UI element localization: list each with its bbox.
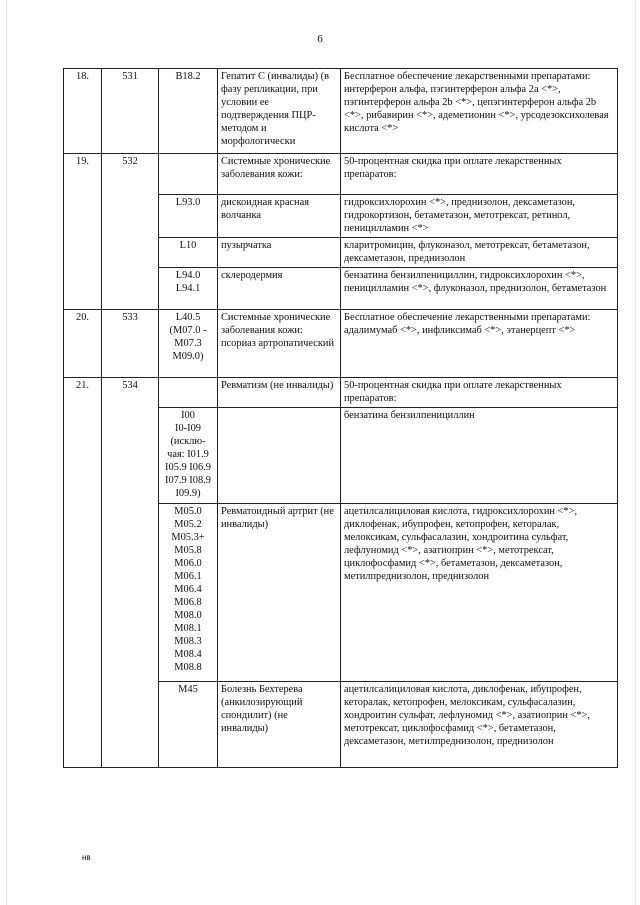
icd-code: M06.4 bbox=[174, 584, 202, 595]
benefit-cell: ацетилсалициловая кислота, гидроксихлорохин <*>, диклофенак, ибупрофен, кетопрофен, кеторалак, мелоксикам, сульфасалазин, хондроитина сульфат, лефлуномид <*>, азатиоприн <*>, метотрексат, циклофосфамид <*>, бетаметазон, дексаметазон, метилпреднизолон, преднизолон bbox=[341, 504, 618, 682]
page-number: 6 bbox=[317, 33, 323, 45]
scan-edge-left bbox=[6, 0, 7, 905]
scan-edge-right bbox=[635, 0, 636, 905]
icd-cell bbox=[159, 310, 218, 378]
icd-cell bbox=[159, 378, 218, 408]
disease-cell: Ревматизм (не инвалиды) bbox=[218, 378, 341, 408]
icd-code: M07.3 bbox=[174, 338, 202, 349]
benefits-table bbox=[63, 68, 618, 768]
icd-code: I0-I09 bbox=[175, 423, 201, 434]
icd-code: M45 bbox=[178, 684, 198, 695]
icd-code: чая: I01.9 bbox=[167, 449, 209, 460]
icd-cell bbox=[159, 504, 218, 682]
benefit-cell: ацетилсалициловая кислота, диклофенак, ибупрофен, кеторалак, кетопрофен, мелоксикам, сульфасалазин, хондроитин сульфат, лефлуномид <*>, азатиоприн <*>, метотрексат, циклофосфамид <*>, бетаметазон, дексаметазон, метилпреднизолон, преднизолон bbox=[341, 682, 618, 768]
row-code: 531 bbox=[102, 69, 159, 154]
benefit-cell: 50-процентная скидка при оплате лекарственных препаратов: bbox=[341, 378, 618, 408]
icd-code: M05.8 bbox=[174, 545, 202, 556]
row-number: 21. bbox=[64, 378, 102, 768]
row-code: 534 bbox=[102, 378, 159, 768]
table-row-20 bbox=[64, 310, 618, 378]
benefit-cell: Бесплатное обеспечение лекарственными препаратами: адалимумаб <*>, инфликсимаб <*>, этанерцепт <*> bbox=[341, 310, 618, 378]
icd-code: M05.2 bbox=[174, 519, 202, 530]
icd-code: L94.1 bbox=[175, 283, 201, 294]
icd-code: M08.8 bbox=[174, 662, 202, 673]
benefit-cell: гидроксихлорохин <*>, преднизолон, дексаметазон, гидрокортизон, бетаметазон, метотрексат, ретинол, пеницилламин <*> bbox=[341, 195, 618, 238]
row-number: 19. bbox=[64, 154, 102, 310]
icd-code: I00 bbox=[181, 410, 195, 421]
benefit-cell: Бесплатное обеспечение лекарственными препаратами: интерферон альфа, пэгинтерферон альфа 2а <*>, пэгинтерферон альфа 2b <*>, цепэгинтерферон альфа 2b <*>, рибавирин <*>, адеметионин <*>, урсодезоксихолевая кислота <*> bbox=[341, 69, 618, 154]
icd-code: M06.8 bbox=[174, 597, 202, 608]
disease-cell: склеродермия bbox=[218, 268, 341, 310]
icd-code: L93.0 bbox=[175, 197, 201, 208]
icd-code: M08.1 bbox=[174, 623, 202, 634]
icd-code: M08.3 bbox=[174, 636, 202, 647]
disease-cell bbox=[218, 408, 341, 504]
icd-cell bbox=[159, 69, 218, 154]
table-row-21 bbox=[64, 378, 618, 408]
icd-code: (M07.0 - bbox=[169, 325, 207, 336]
table-row-18 bbox=[64, 69, 618, 154]
icd-cell bbox=[159, 268, 218, 310]
icd-code: M08.0 bbox=[174, 610, 202, 621]
row-code: 533 bbox=[102, 310, 159, 378]
disease-cell: пузырчатка bbox=[218, 238, 341, 268]
benefit-cell: бензатина бензилпенициллин bbox=[341, 408, 618, 504]
icd-code: L40.5 bbox=[175, 312, 201, 323]
icd-cell bbox=[159, 682, 218, 768]
icd-cell bbox=[159, 154, 218, 195]
row-number: 20. bbox=[64, 310, 102, 378]
icd-code: M05.3+ bbox=[171, 532, 205, 543]
row-code: 532 bbox=[102, 154, 159, 310]
icd-code: I05.9 I06.9 bbox=[165, 462, 211, 473]
icd-cell bbox=[159, 408, 218, 504]
disease-cell: Болезнь Бехтерева (анкилозирующий спондилит) (не инвалиды) bbox=[218, 682, 341, 768]
icd-code: I07.9 I08.9 bbox=[165, 475, 211, 486]
icd-cell bbox=[159, 238, 218, 268]
icd-code: B18.2 bbox=[175, 71, 201, 82]
benefit-cell: 50-процентная скидка при оплате лекарственных препаратов: bbox=[341, 154, 618, 195]
table-row-19 bbox=[64, 154, 618, 195]
row-number: 18. bbox=[64, 69, 102, 154]
icd-code: M05.0 bbox=[174, 506, 202, 517]
disease-cell: дискоидная красная волчанка bbox=[218, 195, 341, 238]
footer-initials: нв bbox=[82, 853, 91, 862]
icd-code: I09.9) bbox=[175, 488, 201, 499]
icd-code: (исклю- bbox=[170, 436, 206, 447]
icd-code: M06.0 bbox=[174, 558, 202, 569]
disease-cell: Системные хронические заболевания кожи: bbox=[218, 154, 341, 195]
icd-code: M06.1 bbox=[174, 571, 202, 582]
icd-code: L94.0 bbox=[175, 270, 201, 281]
disease-cell: Системные хронические заболевания кожи: псориаз артропатический bbox=[218, 310, 341, 378]
icd-cell bbox=[159, 195, 218, 238]
icd-code: M09.0) bbox=[172, 351, 204, 362]
icd-code: M08.4 bbox=[174, 649, 202, 660]
benefit-cell: бензатина бензилпенициллин, гидроксихлорохин <*>, пеницилламин <*>, флуконазол, преднизолон, бетаметазон bbox=[341, 268, 618, 310]
benefit-cell: кларитромицин, флуконазол, метотрексат, бетаметазон, дексаметазон, преднизолон bbox=[341, 238, 618, 268]
icd-code: L10 bbox=[179, 240, 197, 251]
disease-cell: Ревматоидный артрит (не инвалиды) bbox=[218, 504, 341, 682]
disease-cell: Гепатит С (инвалиды) (в фазу репликации, при условии ее подтверждения ПЦР-методом и морфологически bbox=[218, 69, 341, 154]
